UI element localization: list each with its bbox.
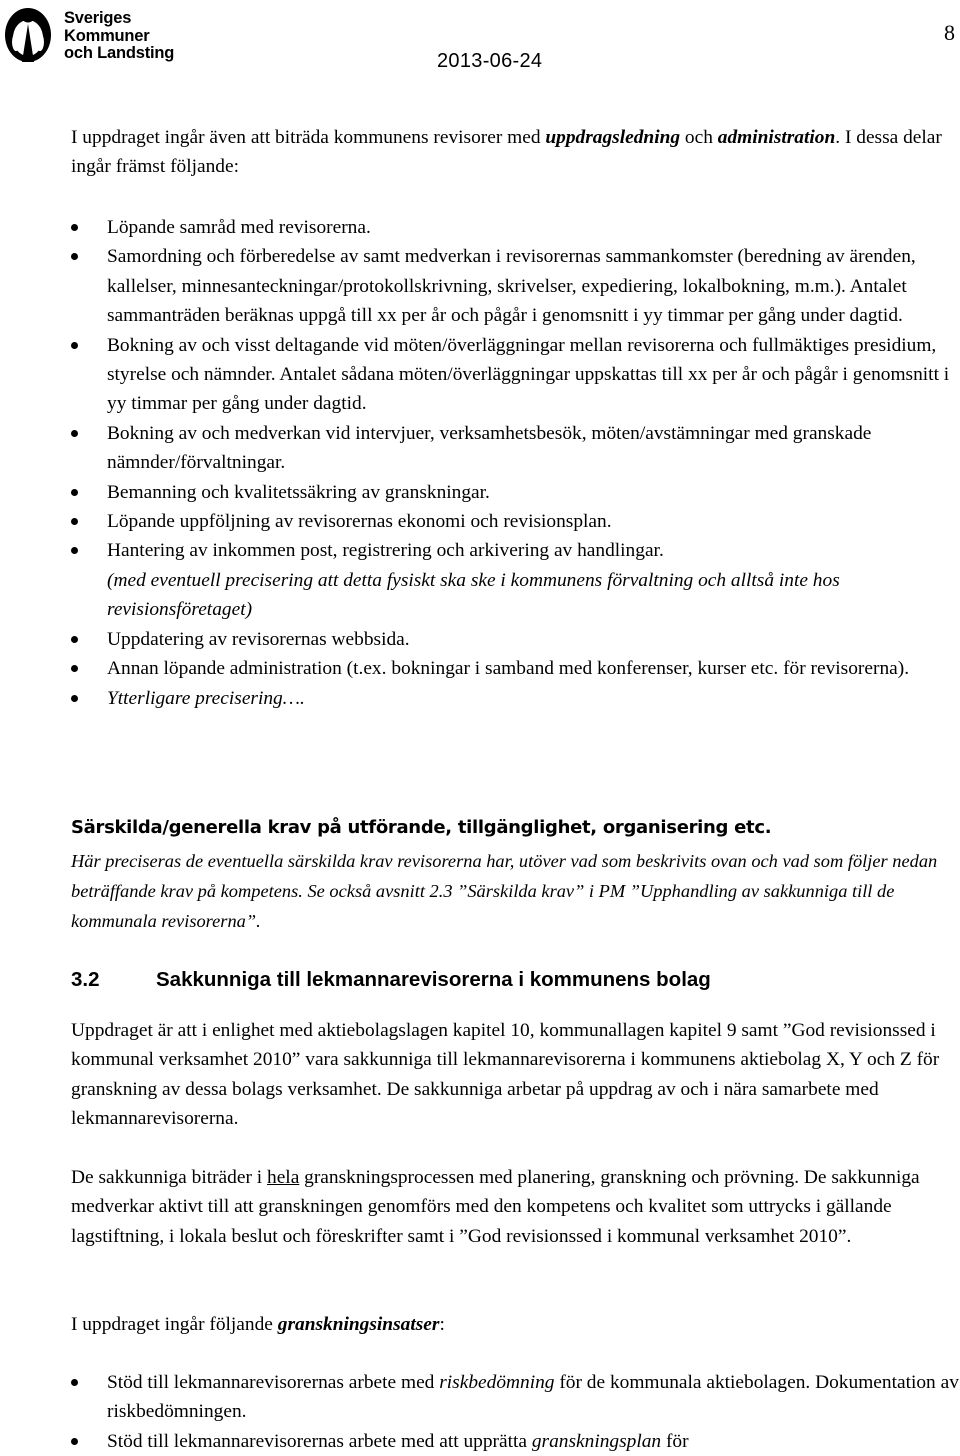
intro-emphasis-2: administration (717, 127, 836, 148)
intro-paragraph (71, 123, 951, 182)
bullet-icon (71, 636, 78, 643)
list-item-emphasis: granskningsplan (531, 1430, 662, 1452)
bullet-icon (71, 1379, 78, 1386)
list-item (71, 536, 960, 624)
section-title: Sakkunniga till lekmannarevisorerna i kommunens bolag (156, 968, 711, 991)
bullet-icon (71, 430, 78, 437)
special-requirements-text: Här preciseras de eventuella särskilda krav revisorerna har, utöver vad som beskrivits ovan och vad som följer nedan beträffande krav på kompetens. Se också avsnitt 2.3 ”Särskilda krav” i PM ”Upphandling av sakkunniga till de kommunala revisorerna”. (71, 851, 938, 932)
list-item-text: Löpande samråd med revisorerna. (107, 217, 371, 238)
org-name (64, 10, 174, 63)
list-item (71, 625, 960, 654)
list-item-text: för de kommunala aktiebolagen. Dokumentation av riskbedömningen. (107, 1372, 959, 1423)
list-item-emphasis: riskbedömning (439, 1372, 555, 1393)
section-heading (71, 968, 711, 992)
list-item-text: Bokning av och visst deltagande vid möten/överläggningar mellan revisorerna och fullmäktiges presidium, styrelse och nämnder. Antalet sådana möten/överläggningar uppskattas till xx per år och pågår i genomsnitt i yy timmar per gång under dagtid. (107, 334, 950, 415)
list-item-text: Stöd till lekmannarevisorernas arbete med att upprätta (107, 1430, 532, 1452)
bullet-icon (71, 1438, 78, 1445)
bullet-icon (71, 342, 78, 349)
list-item (71, 684, 960, 713)
bullet-icon (71, 547, 78, 554)
support-underlined: hela (267, 1167, 300, 1188)
org-line-3: och Landsting (64, 44, 175, 62)
list-item-text: Ytterligare precisering…. (107, 687, 305, 709)
org-line-1: Sveriges (64, 9, 132, 27)
review-intro-colon: : (439, 1314, 445, 1335)
list-item-note: (med eventuell precisering att detta fysiskt ska ske i kommunens förvaltning och alltså inte hos revisionsföretaget) (107, 569, 840, 621)
list-item-text: Hantering av inkommen post, registrering och arkivering av handlingar. (107, 540, 664, 562)
list-item-text: Uppdatering av revisorernas webbsida. (107, 628, 410, 650)
page-number: 8 (944, 20, 955, 45)
review-intro-emphasis: granskningsinsatser (277, 1314, 440, 1335)
list-item-text: Samordning och förberedelse av samt medverkan i revisorernas sammankomster (beredning av ärenden, kallelser, minnesanteckningar/protokollskrivning, skrivelser, expediering, lokalbokning, m.m.). Antalet sammanträden beräknas uppgå till xx per år och pågår i genomsnitt i yy timmar per gång under dagtid. (107, 246, 916, 327)
review-efforts-list (71, 1368, 960, 1456)
intro-text-1: I uppdraget ingår även att biträda kommunens revisorer med (71, 127, 546, 148)
assignment-paragraph: Uppdraget är att i enlighet med aktiebolagslagen kapitel 10, kommunallagen kapitel 9 samt ”God revisionssed i kommunal verksamhet 2010” vara sakkunniga till lekmannarevisorerna i kommunens aktiebolag X, Y och Z för granskning av dessa bolags verksamhet. De sakkunniga arbetar på uppdrag av och i nära samarbete med lekmannarevisorerna. (71, 1020, 940, 1130)
header-date: 2013-06-24 (437, 50, 543, 72)
list-item-text: Löpande uppföljning av revisorernas ekonomi och revisionsplan. (107, 511, 612, 533)
list-item (71, 507, 960, 536)
intro-text-2: och (680, 127, 718, 148)
bullet-icon (71, 253, 78, 260)
section-number: 3.2 (71, 968, 100, 991)
list-item-text: för (661, 1430, 689, 1452)
list-item-text: Stöd till lekmannarevisorernas arbete med (107, 1372, 440, 1393)
list-item (71, 478, 960, 507)
list-item (71, 213, 960, 242)
intro-text-3: . I dessa delar ingår främst följande: (71, 127, 942, 178)
list-item (71, 1427, 960, 1456)
bullet-icon (71, 518, 78, 525)
review-efforts-intro (71, 1310, 951, 1339)
review-intro-text: I uppdraget ingår följande (71, 1314, 278, 1335)
support-text-1: De sakkunniga biträder i (71, 1167, 267, 1188)
list-item-text: Annan löpande administration (t.ex. bokningar i samband med konferenser, kurser etc. för revisorerna). (107, 658, 910, 680)
bullet-icon (71, 695, 78, 702)
list-item-text: Bemanning och kvalitetssäkring av granskningar. (107, 481, 490, 503)
skl-logo-icon (2, 2, 54, 64)
org-line-2: Kommuner (64, 26, 150, 45)
intro-emphasis-1: uppdragsledning (545, 127, 681, 148)
list-item (71, 654, 960, 683)
list-item (71, 331, 960, 419)
list-item (71, 242, 960, 330)
bullet-icon (71, 665, 78, 672)
bullet-icon (71, 224, 78, 231)
support-text-2: granskningsprocessen med planering, granskning och prövning. De sakkunniga medverkar aktivt till att granskningen genomförs med den kompetens och kvalitet som uttrycks i gällande lagstiftning, i lokala beslut och föreskrifter samt i ”God revisionssed i kommunal verksamhet 2010”. (71, 1167, 920, 1247)
list-item-text: Bokning av och medverkan vid intervjuer, verksamhetsbesök, möten/avstämningar med granskade nämnder/förvaltningar. (107, 422, 872, 474)
list-item (71, 419, 960, 478)
administration-list (71, 213, 960, 713)
list-item (71, 1368, 960, 1427)
special-requirements-heading: Särskilda/generella krav på utförande, tillgänglighet, organisering etc. (71, 817, 772, 838)
support-paragraph (71, 1163, 951, 1251)
bullet-icon (71, 489, 78, 496)
